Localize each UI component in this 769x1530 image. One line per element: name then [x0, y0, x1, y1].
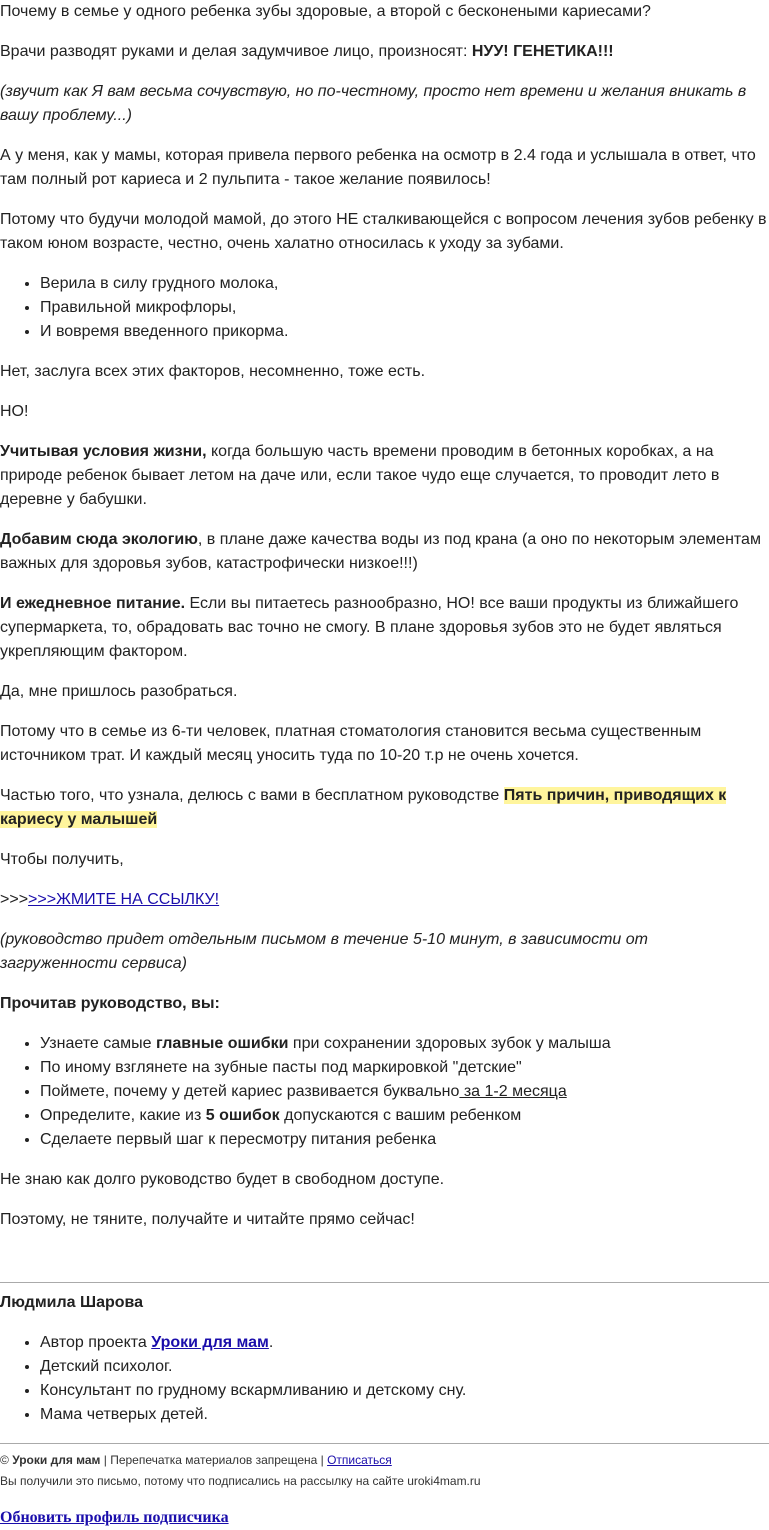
paragraph-link: >>>>>>ЖМИТЕ НА ССЫЛКУ!: [0, 891, 220, 908]
paragraph-ecology: Добавим сюда экологию, в плане даже качества воды из под крана (а оно по некоторым элементам важных для здоровья зубов, катастрофически низкое!!!): [0, 531, 761, 572]
paragraph-nutrition: И ежедневное питание. Если вы питаетесь разнообразно, НО! все ваши продукты из ближайшего супермаркета, то, обрадовать вас точно не смогу. В плане здоровья зубов это не будет являться укрепляющим фактором.: [0, 595, 739, 660]
list-item: • Автор проекта Уроки для мам.: [40, 1331, 769, 1355]
footer-divider: [0, 1443, 769, 1444]
email-title: Почему в семье у одного ребенка зубы здоровые, а второй с бесконеными кариесами?: [0, 3, 651, 20]
click-link[interactable]: >>>ЖМИТЕ НА ССЫЛКУ!: [28, 891, 220, 908]
signature-list: [0, 1331, 769, 1427]
spacer: [0, 1248, 769, 1282]
paragraph-guide: Частью того, что узнала, делюсь с вами в бесплатном руководстве Пять причин, приводящих к кариесу у малышей: [0, 787, 727, 828]
project-link[interactable]: Уроки для мам: [151, 1334, 269, 1351]
paragraph-aside: (звучит как Я вам весьма сочувствую, но по-честному, просто нет времени и желания вникать в вашу проблему...): [0, 83, 747, 124]
update-profile-link[interactable]: Обновить профиль подписчика: [0, 1509, 229, 1526]
unsubscribe-link[interactable]: Отписаться: [327, 1453, 392, 1467]
footer-note: Вы получили это письмо, потому что подписались на рассылку на сайте uroki4mam.ru: [0, 1474, 481, 1488]
list-item: • Консультант по грудному вскармливанию и детскому сну.: [40, 1379, 769, 1403]
signature-name: Людмила Шарова: [0, 1294, 144, 1311]
footer-line: © Уроки для мам | Перепечатка материалов запрещена | Отписаться: [0, 1453, 392, 1467]
update-profile: [0, 1506, 769, 1530]
paragraph-call-to-action: Поэтому, не тяните, получайте и читайте прямо сейчас!: [0, 1211, 415, 1228]
list-item: • По иному взглянете на зубные пасты под маркировкой "детские": [40, 1056, 769, 1080]
signature-divider: [0, 1282, 769, 1283]
paragraph-young-mom: Потому что будучи молодой мамой, до этого НЕ сталкивающейся с вопросом лечения зубов ребенку в таком юном возрасте, честно, очень халатно относилась к уходу за зубами.: [0, 211, 767, 252]
beliefs-list: [0, 272, 769, 344]
paragraph-figured-out: Да, мне пришлось разобраться.: [0, 683, 238, 700]
list-item: • Мама четверых детей.: [40, 1403, 769, 1427]
list-item: • Детский психолог.: [40, 1355, 769, 1379]
list-item: • Поймете, почему у детей кариес развивается буквально за 1-2 месяца: [40, 1080, 769, 1104]
paragraph-delivery-note: (руководство придет отдельным письмом в течение 5-10 минут, в зависимости от загруженности сервиса): [0, 931, 648, 972]
list-item: • Сделаете первый шаг к пересмотру питания ребенка: [40, 1128, 769, 1152]
paragraph-to-get: Чтобы получить,: [0, 851, 124, 868]
footer-brand: Уроки для мам: [12, 1453, 101, 1467]
guide-title-highlight: Пять причин, приводящих к кариесу у малышей: [0, 787, 727, 828]
list-item: • Узнаете самые главные ошибки при сохранении здоровых зубок у малыша: [40, 1032, 769, 1056]
paragraph-availability: Не знаю как долго руководство будет в свободном доступе.: [0, 1171, 445, 1188]
paragraph-doctors: Врачи разводят руками и делая задумчивое лицо, произносят: НУУ! ГЕНЕТИКА!!!: [0, 43, 614, 60]
list-item: • Определите, какие из 5 ошибок допускаются с вашим ребенком: [40, 1104, 769, 1128]
paragraph-after-reading: Прочитав руководство, вы:: [0, 995, 220, 1012]
paragraph-mother: А у меня, как у мамы, которая привела первого ребенка на осмотр в 2.4 года и услышала в ответ, что там полный рот кариеса и 2 пульпита - такое желание появилось!: [0, 147, 756, 188]
paragraph-but: НО!: [0, 403, 29, 420]
benefits-list: [0, 1032, 769, 1152]
list-item: • Верила в силу грудного молока,: [40, 272, 769, 296]
list-item: • И вовремя введенного прикорма.: [40, 320, 769, 344]
paragraph-factors: Нет, заслуга всех этих факторов, несомненно, тоже есть.: [0, 363, 426, 380]
list-item: • Правильной микрофлоры,: [40, 296, 769, 320]
paragraph-living-conditions: Учитывая условия жизни, когда большую часть времени проводим в бетонных коробках, а на природе ребенок бывает летом на даче или, если такое чудо еще случается, то проводит лето в деревне у бабушки.: [0, 443, 720, 508]
paragraph-family: Потому что в семье из 6-ти человек, платная стоматология становится весьма существенным источником трат. И каждый месяц уносить туда по 10-20 т.р не очень хочется.: [0, 723, 702, 764]
genetics-bold: НУУ! ГЕНЕТИКА!!!: [471, 43, 614, 60]
